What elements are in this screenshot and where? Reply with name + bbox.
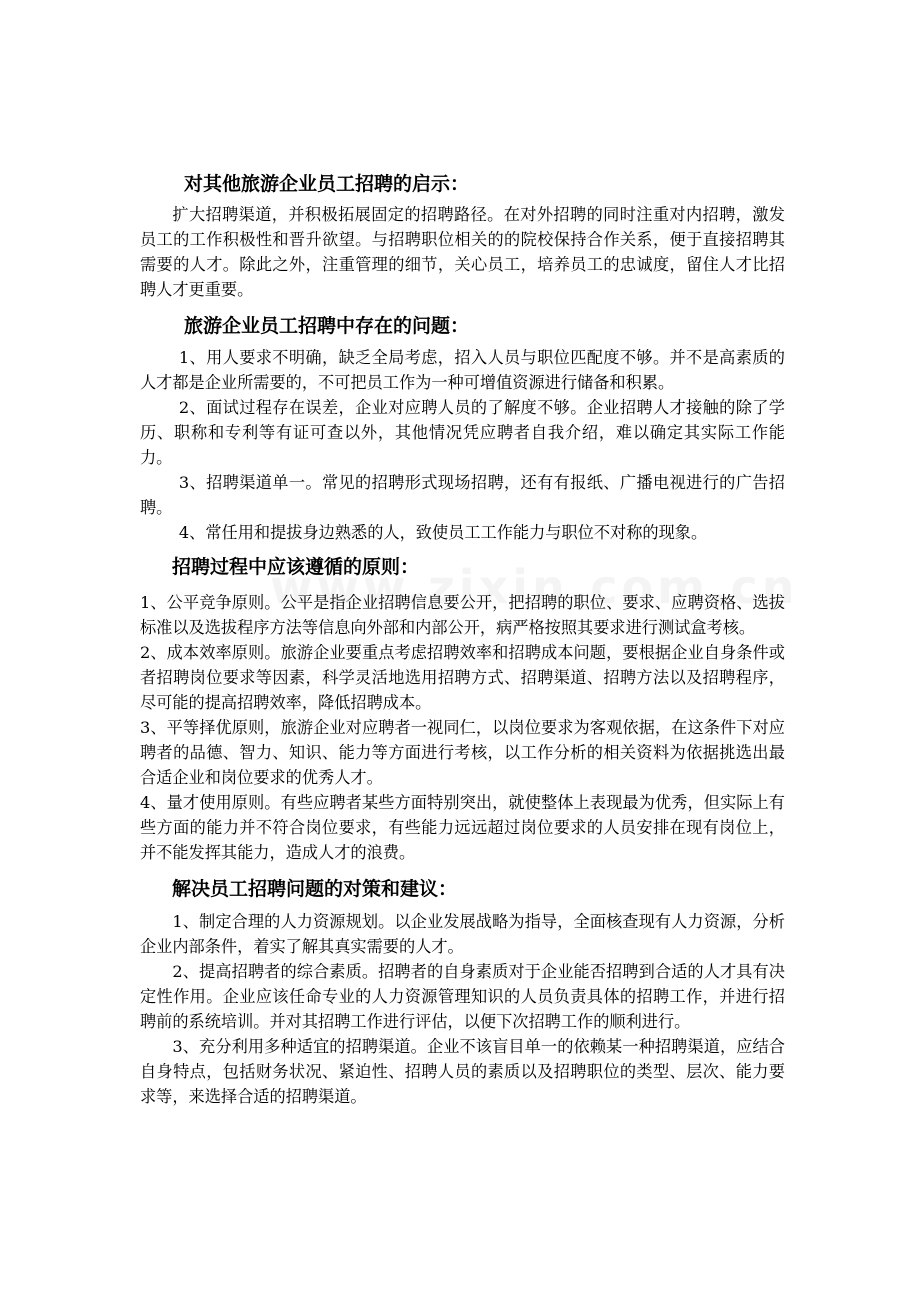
list-item: 1、用人要求不明确，缺乏全局考虑，招入人员与职位匹配度不够。并不是高素质的人才都是企业所需要的，不可把员工作为一种可增值资源进行储备和积累。 — [140, 348, 785, 392]
section-heading-problems: 旅游企业员工招聘中存在的问题： — [184, 315, 470, 337]
list-item: 3、平等择优原则，旅游企业对应聘者一视同仁，以岗位要求为客观依据，在这条件下对应聘者的品德、智力、知识、能力等方面进行考核，以工作分析的相关资料为依据挑选出最合适企业和岗位要求的优秀人才。 — [140, 718, 785, 787]
paragraph: 扩大招聘渠道，并积极拓展固定的招聘路径。在对外招聘的同时注重对内招聘，激发员工的工作积极性和晋升欲望。与招聘职位相关的的院校保持合作关系，便于直接招聘其需要的人才。除此之外，注重管理的细节，关心员工，培养员工的忠诚度，留住人才比招聘人才更重要。 — [140, 205, 785, 299]
section-heading-inspiration: 对其他旅游企业员工招聘的启示： — [184, 173, 470, 195]
list-item: 4、量才使用原则。有些应聘者某些方面特别突出，就使整体上表现最为优秀，但实际上有些方面的能力并不符合岗位要求，有些能力远远超过岗位要求的人员安排在现有岗位上，并不能发挥其能力，造成人才的浪费。 — [140, 793, 785, 862]
list-item: 3、充分利用多种适宜的招聘渠道。企业不该盲目单一的依赖某一种招聘渠道，应结合自身特点，包括财务状况、紧迫性、招聘人员的素质以及招聘职位的类型、层次、能力要求等，来选择合适的招聘渠道。 — [140, 1037, 785, 1106]
list-item: 2、提高招聘者的综合素质。招聘者的自身素质对于企业能否招聘到合适的人才具有决定性作用。企业应该任命专业的人力资源管理知识的人员负责具体的招聘工作，并进行招聘前的系统培训。并对其招聘工作进行评估，以便下次招聘工作的顺利进行。 — [140, 962, 785, 1031]
list-item: 2、面试过程存在误差，企业对应聘人员的了解度不够。企业招聘人才接触的除了学历、职称和专利等有证可查以外，其他情况凭应聘者自我介绍，难以确定其实际工作能力。 — [140, 398, 785, 467]
list-item: 3、招聘渠道单一。常见的招聘形式现场招聘，还有有报纸、广播电视进行的广告招聘。 — [140, 473, 785, 517]
document-body — [140, 170, 785, 1109]
list-item: 2、成本效率原则。旅游企业要重点考虑招聘效率和招聘成本问题，要根据企业自身条件或者招聘岗位要求等因素，科学灵活地选用招聘方式、招聘渠道、招聘方法以及招聘程序，尽可能的提高招聘效率，降低招聘成本。 — [140, 643, 785, 712]
section-heading-principles: 招聘过程中应该遵循的原则： — [172, 556, 420, 578]
list-item: 1、制定合理的人力资源规划。以企业发展战略为指导，全面核查现有人力资源，分析企业内部条件，着实了解其真实需要的人才。 — [140, 912, 785, 956]
list-item: 1、公平竞争原则。公平是指企业招聘信息要公开，把招聘的职位、要求、应聘资格、选拔标准以及选拔程序方法等信息向外部和内部公开，病严格按照其要求进行测试盒考核。 — [140, 593, 785, 637]
section-heading-solutions: 解决员工招聘问题的对策和建议： — [172, 878, 458, 900]
list-item: 4、常任用和提拔身边熟悉的人，致使员工工作能力与职位不对称的现象。 — [178, 523, 708, 542]
